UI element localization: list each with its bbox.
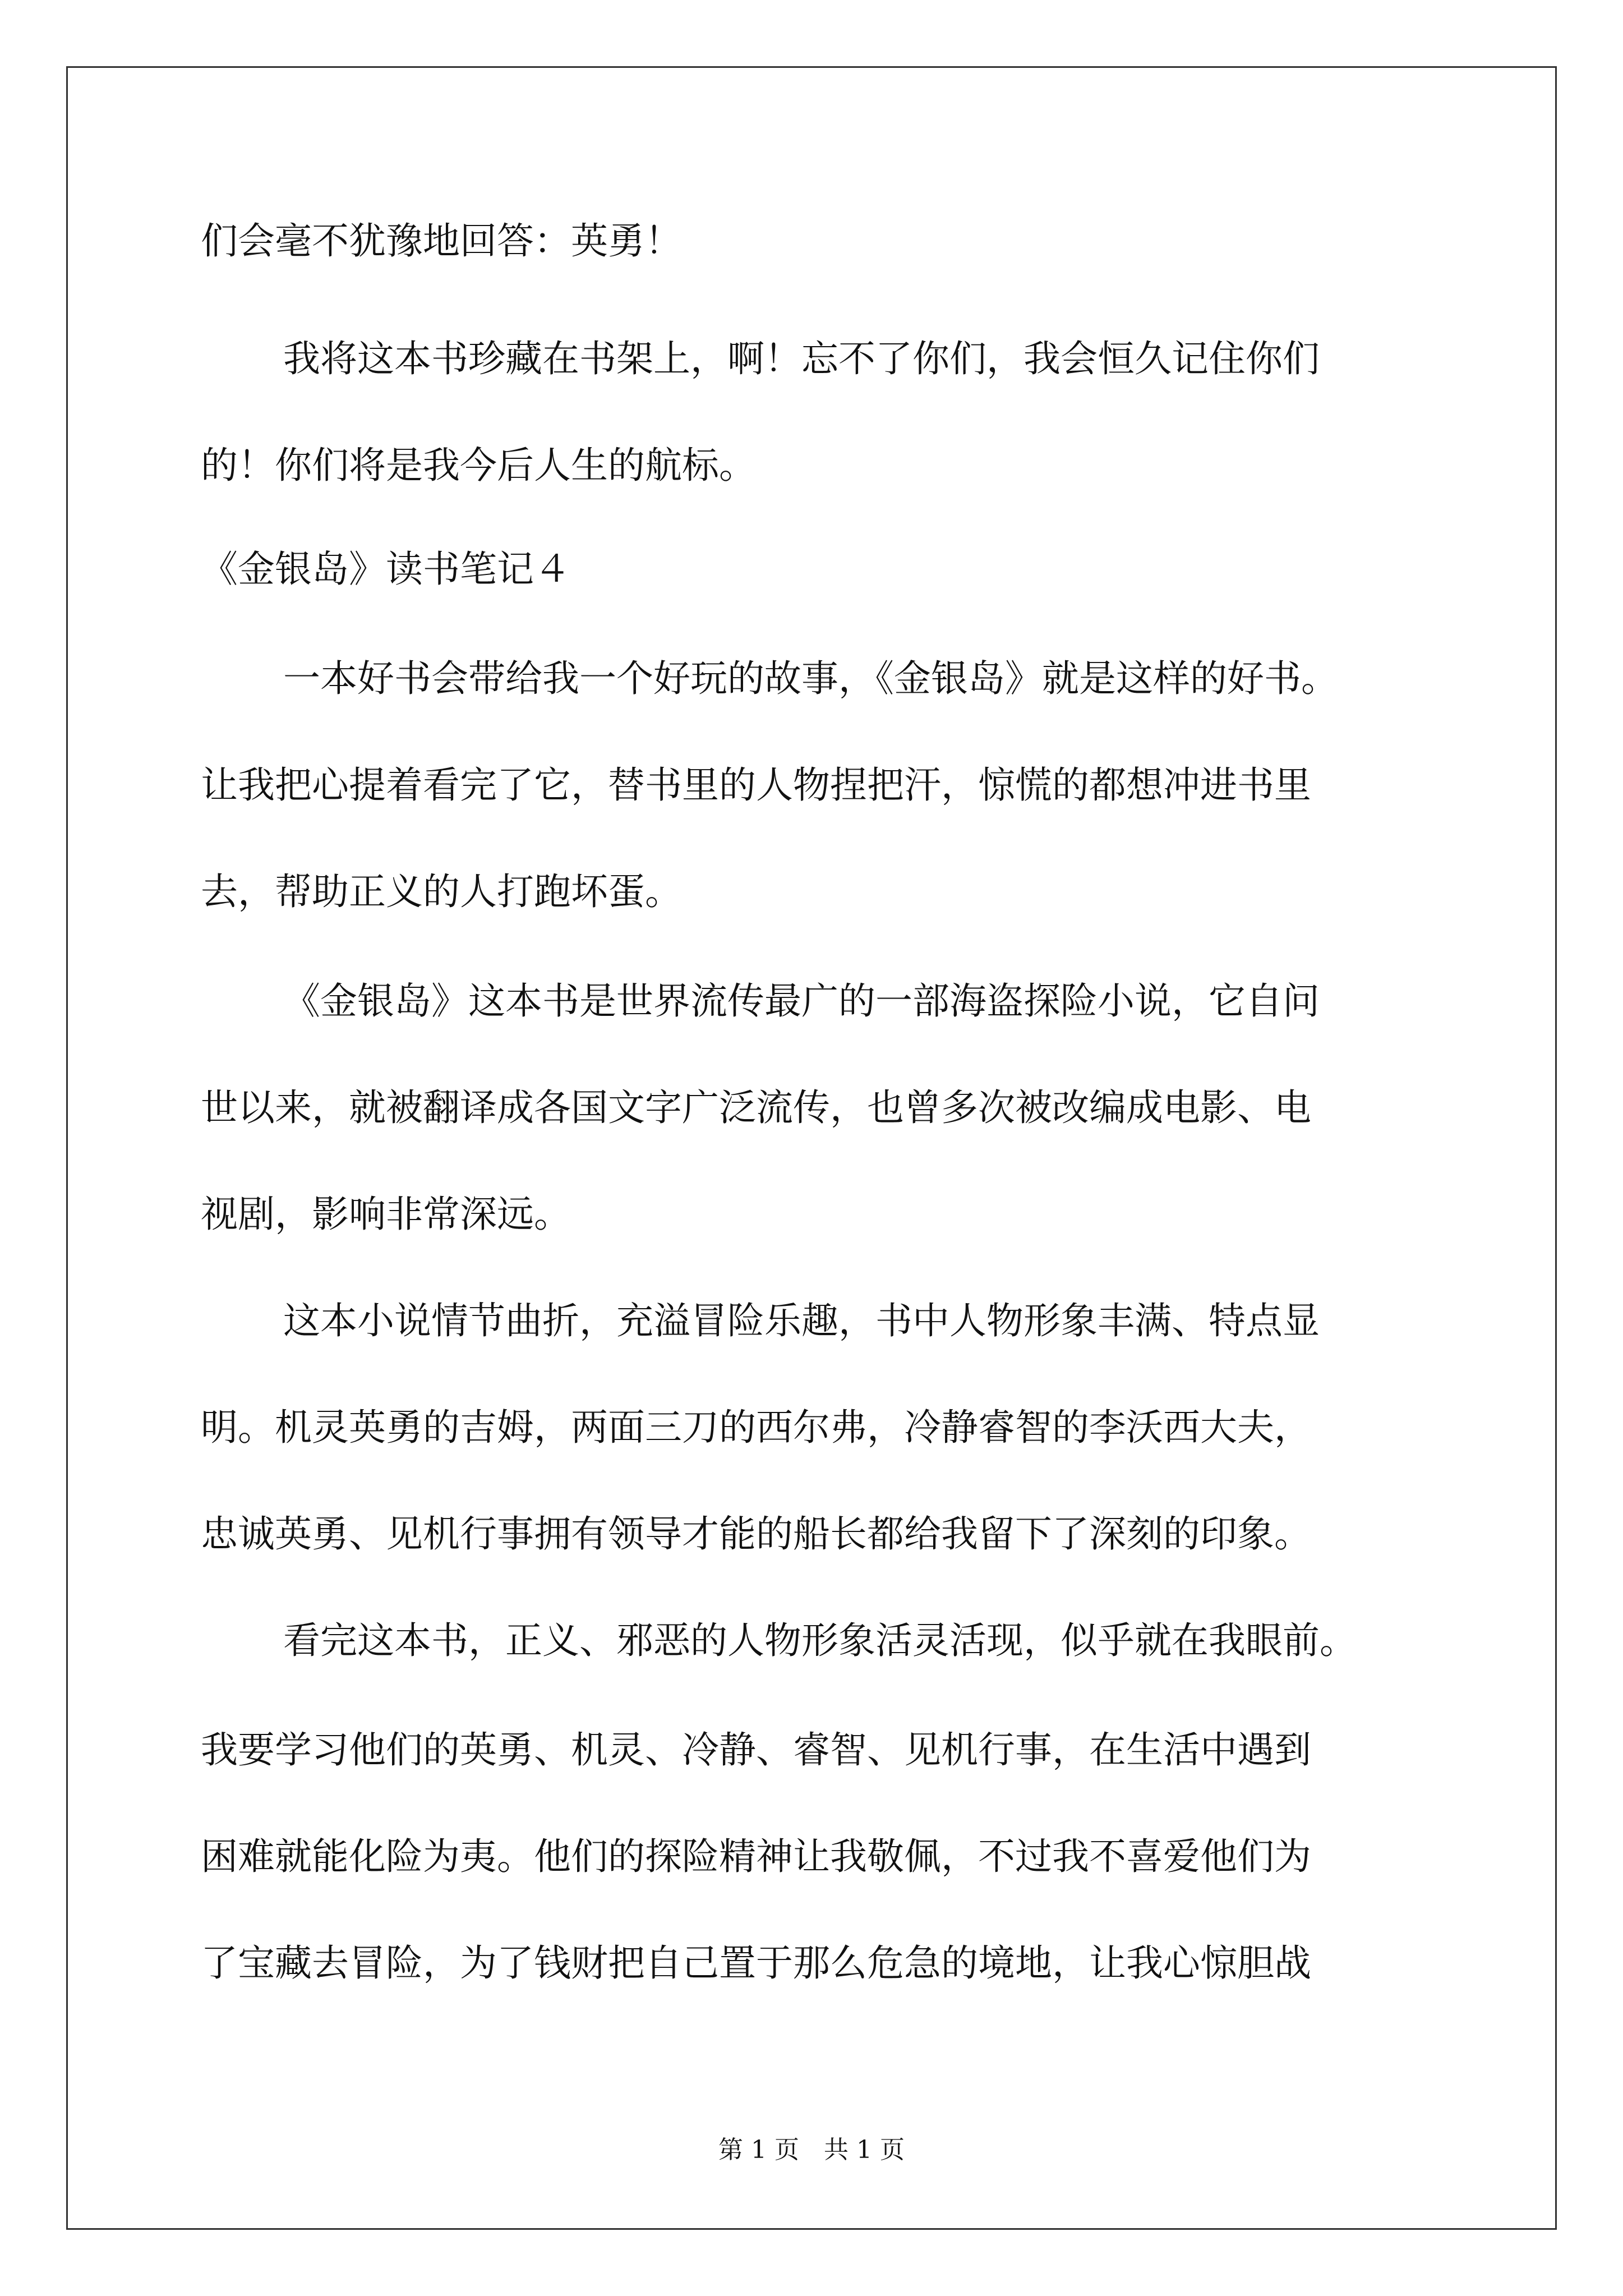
text-line: 让我把心提着看完了它，替书里的人物捏把汗，惊慌的都想冲进书里 — [201, 763, 1311, 807]
section-heading: 《金银岛》读书笔记４ — [201, 547, 571, 591]
text-line: 忠诚英勇、见机行事拥有领导才能的船长都给我留下了深刻的印象。 — [201, 1512, 1311, 1556]
text-line: 去，帮助正义的人打跑坏蛋。 — [201, 870, 682, 913]
text-line: 的！你们将是我今后人生的航标。 — [201, 444, 756, 487]
page-border — [66, 66, 1557, 2230]
text-line: 世以来，就被翻译成各国文字广泛流传，也曾多次被改编成电影、电 — [201, 1086, 1311, 1129]
text-line: 困难就能化险为夷。他们的探险精神让我敬佩，不过我不喜爱他们为 — [201, 1835, 1311, 1878]
text-line: 我将这本书珍藏在书架上，啊！忘不了你们，我会恒久记住你们 — [283, 337, 1320, 380]
text-line: 视剧，影响非常深远。 — [201, 1193, 571, 1236]
text-line: 《金银岛》这本书是世界流传最广的一部海盗探险小说，它自问 — [283, 979, 1320, 1023]
text-line: 明。机灵英勇的吉姆，两面三刀的西尔弗，冷静睿智的李沃西大夫， — [201, 1406, 1311, 1449]
text-line: 我要学习他们的英勇、机灵、冷静、睿智、见机行事，在生活中遇到 — [201, 1728, 1311, 1772]
text-line: 这本小说情节曲折，充溢冒险乐趣，书中人物形象丰满、特点显 — [283, 1299, 1320, 1342]
text-line: 一本好书会带给我一个好玩的故事，《金银岛》就是这样的好书。 — [283, 657, 1338, 700]
text-line: 了宝藏去冒险，为了钱财把自己置于那么危急的境地，让我心惊胆战 — [201, 1941, 1311, 1985]
page-footer: 第 1 页 共 1 页 — [718, 2136, 905, 2164]
text-line: 看完这本书，正义、邪恶的人物形象活灵活现，似乎就在我眼前。 — [283, 1619, 1357, 1662]
text-line: 们会毫不犹豫地回答：英勇！ — [201, 219, 682, 263]
